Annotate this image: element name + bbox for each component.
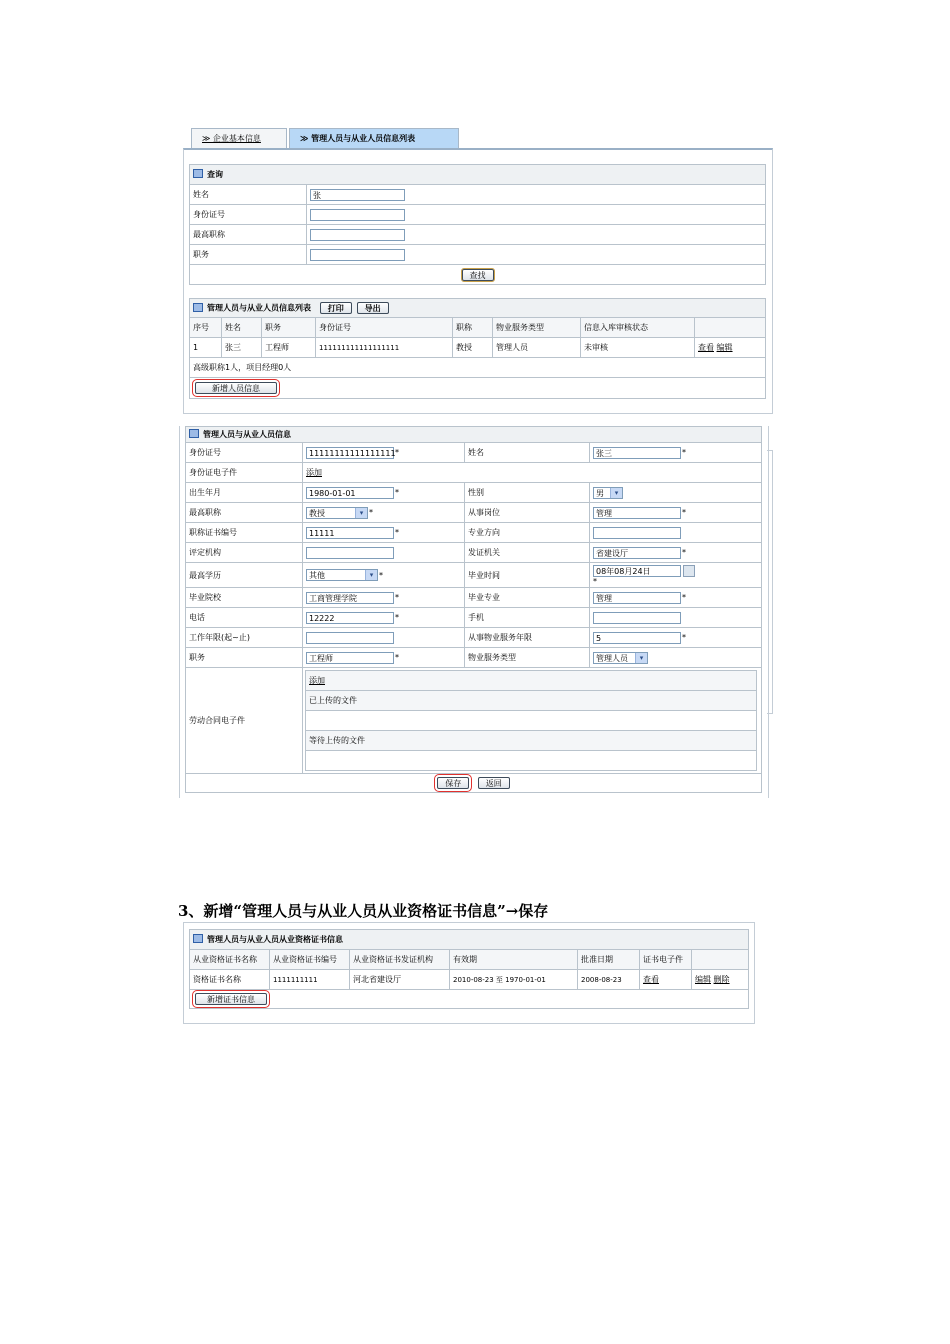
form-label: 出生年月 <box>186 483 303 503</box>
top-title-select[interactable] <box>306 507 368 519</box>
col-header: 职务 <box>262 318 316 338</box>
gender-select[interactable] <box>593 487 623 499</box>
chevron-down-icon: ▾ <box>355 508 367 518</box>
pending-files-label: 等待上传的文件 <box>306 731 757 751</box>
service-type-select[interactable] <box>593 652 648 664</box>
graduation-date-input[interactable]: 08年08月24日 <box>593 565 681 577</box>
position-input[interactable]: 管理 <box>593 507 681 519</box>
list-title: 管理人员与从业人员信息列表 <box>207 303 311 313</box>
personnel-list-table <box>189 298 766 399</box>
service-years-input[interactable]: 5 <box>593 632 681 644</box>
col-header: 物业服务类型 <box>493 318 581 338</box>
col-header: 身份证号 <box>316 318 453 338</box>
cell-type: 管理人员 <box>493 338 581 358</box>
add-contract-link[interactable]: 添加 <box>309 676 325 685</box>
required-mark: * <box>682 633 686 642</box>
form-label: 毕业专业 <box>465 588 590 608</box>
form-label: 性别 <box>465 483 590 503</box>
uploaded-files-list <box>306 711 757 731</box>
form-label: 从事物业服务年限 <box>465 628 590 648</box>
cert-no: 1111111111 <box>270 970 350 990</box>
major-direction-input[interactable] <box>593 527 681 539</box>
required-mark: * <box>682 548 686 557</box>
required-mark: * <box>395 448 399 457</box>
panel-icon <box>193 934 203 943</box>
cell-name: 张三 <box>222 338 262 358</box>
tab-personnel-list[interactable] <box>289 128 459 148</box>
required-mark: * <box>682 508 686 517</box>
form-label: 工作年限(起~止) <box>186 628 303 648</box>
form-label: 从事岗位 <box>465 503 590 523</box>
required-mark: * <box>369 508 373 517</box>
cell-title: 教授 <box>453 338 493 358</box>
query-id-input[interactable] <box>310 209 405 221</box>
work-years-input[interactable] <box>306 632 394 644</box>
form-label: 劳动合同电子件 <box>186 668 303 774</box>
query-label-duty: 职务 <box>190 245 307 265</box>
query-duty-input[interactable] <box>310 249 405 261</box>
chevron-down-icon: ▾ <box>610 488 622 498</box>
form-label: 毕业院校 <box>186 588 303 608</box>
add-certificate-button[interactable]: 新增证书信息 <box>195 993 267 1005</box>
col-header: 从业资格证书发证机构 <box>350 950 450 970</box>
required-mark: * <box>379 570 383 580</box>
export-button[interactable]: 导出 <box>357 302 389 314</box>
form-label: 身份证电子件 <box>186 463 303 483</box>
col-header <box>692 950 749 970</box>
col-header: 从业资格证书编号 <box>270 950 350 970</box>
id-number-input[interactable]: 11111111111111111 <box>306 447 394 459</box>
required-mark: * <box>682 448 686 457</box>
query-name-input[interactable]: 张 <box>310 189 405 201</box>
query-title: 查询 <box>207 170 223 179</box>
add-id-file-link[interactable]: 添加 <box>306 468 322 477</box>
cert-date: 2008-08-23 <box>578 970 640 990</box>
cert-number-input[interactable]: 11111 <box>306 527 394 539</box>
cert-name: 资格证书名称 <box>190 970 270 990</box>
col-header: 信息入库审核状态 <box>581 318 695 338</box>
cert-valid: 2010-08-23 至 1970-01-01 <box>450 970 578 990</box>
panel-icon <box>189 429 199 438</box>
save-button[interactable]: 保存 <box>437 777 469 789</box>
add-personnel-button[interactable]: 新增人员信息 <box>195 382 277 394</box>
required-mark: * <box>395 613 399 622</box>
search-button[interactable]: 查找 <box>462 269 494 281</box>
education-select[interactable] <box>306 569 378 581</box>
section-heading: 3、新增“管理人员与从业人员从业资格证书信息”→保存 <box>178 902 549 920</box>
personnel-form-table <box>185 426 762 793</box>
form-label: 最高学历 <box>186 563 303 588</box>
service-type-value: 管理人员 <box>596 653 628 663</box>
cell-status: 未审核 <box>581 338 695 358</box>
tab-basic-info[interactable] <box>191 128 287 148</box>
query-table <box>189 164 766 285</box>
list-header-row <box>190 318 766 338</box>
table-row <box>190 970 749 990</box>
school-input[interactable]: 工商管理学院 <box>306 592 394 604</box>
cert-title: 管理人员与从业人员从业资格证书信息 <box>207 935 343 944</box>
col-header: 姓名 <box>222 318 262 338</box>
query-label-id: 身份证号 <box>190 205 307 225</box>
query-label-title: 最高职称 <box>190 225 307 245</box>
form-label: 手机 <box>465 608 590 628</box>
col-header: 批准日期 <box>578 950 640 970</box>
contract-upload-table <box>305 670 757 771</box>
mobile-input[interactable] <box>593 612 681 624</box>
form-label: 电话 <box>186 608 303 628</box>
form-label: 毕业时间 <box>465 563 590 588</box>
table-row <box>190 338 766 358</box>
cert-delete-link[interactable]: 删除 <box>713 975 730 984</box>
col-header: 职称 <box>453 318 493 338</box>
cert-org: 河北省建设厅 <box>350 970 450 990</box>
chevron-down-icon: ▾ <box>365 570 377 580</box>
back-button[interactable]: 返回 <box>478 777 510 789</box>
issuer-input[interactable]: 省建设厅 <box>593 547 681 559</box>
form-label: 最高职称 <box>186 503 303 523</box>
col-header: 证书电子件 <box>640 950 692 970</box>
cert-header-row <box>190 950 749 970</box>
view-link[interactable]: 查看 <box>698 343 714 352</box>
cell-post: 工程师 <box>262 338 316 358</box>
form-label: 物业服务类型 <box>465 648 590 668</box>
uploaded-files-label: 已上传的文件 <box>306 691 757 711</box>
major-input[interactable]: 管理 <box>593 592 681 604</box>
tab-list-label: ≫ 管理人员与从业人员信息列表 <box>300 134 416 143</box>
certificate-table <box>189 929 749 1009</box>
required-mark: * <box>395 653 399 662</box>
form-label: 评定机构 <box>186 543 303 563</box>
required-mark: * <box>395 593 399 602</box>
phone-input[interactable]: 12222 <box>306 612 394 624</box>
col-header <box>695 318 766 338</box>
pending-files-list <box>306 751 757 771</box>
calendar-icon[interactable] <box>683 565 695 577</box>
panel-icon <box>193 303 203 312</box>
name-input[interactable]: 张三 <box>593 447 681 459</box>
required-mark: * <box>682 593 686 602</box>
form-label: 发证机关 <box>465 543 590 563</box>
duty-input[interactable]: 工程师 <box>306 652 394 664</box>
print-button[interactable]: 打印 <box>320 302 352 314</box>
required-mark: * <box>395 488 399 497</box>
tab-basic-label: ≫ 企业基本信息 <box>202 134 261 143</box>
form-label: 职称证书编号 <box>186 523 303 543</box>
cert-edit-link[interactable]: 编辑 <box>695 975 711 984</box>
education-value: 其他 <box>309 571 325 580</box>
cell-no: 1 <box>190 338 222 358</box>
form-label: 专业方向 <box>465 523 590 543</box>
query-label-name: 姓名 <box>190 185 307 205</box>
cell-id: 111111111111111111 <box>316 338 453 358</box>
top-title-value: 教授 <box>309 508 325 518</box>
form-label: 姓名 <box>465 443 590 463</box>
form-title: 管理人员与从业人员信息 <box>203 430 291 439</box>
birth-date-input[interactable]: 1980-01-01 <box>306 487 394 499</box>
chevron-down-icon: ▾ <box>635 653 647 663</box>
panel-icon <box>193 169 203 178</box>
form-label: 职务 <box>186 648 303 668</box>
col-header: 有效期 <box>450 950 578 970</box>
review-org-input[interactable] <box>306 547 394 559</box>
summary-text: 高级职称1人，项目经理0人 <box>190 358 766 378</box>
query-title-input[interactable] <box>310 229 405 241</box>
gender-value: 男 <box>596 488 604 498</box>
required-mark: * <box>395 528 399 537</box>
required-mark: * <box>593 576 597 586</box>
scrollbar-strip <box>767 450 773 714</box>
col-header: 从业资格证书名称 <box>190 950 270 970</box>
edit-link[interactable]: 编辑 <box>716 343 733 352</box>
col-header: 序号 <box>190 318 222 338</box>
cert-view-link[interactable]: 查看 <box>643 975 659 984</box>
form-label: 身份证号 <box>186 443 303 463</box>
